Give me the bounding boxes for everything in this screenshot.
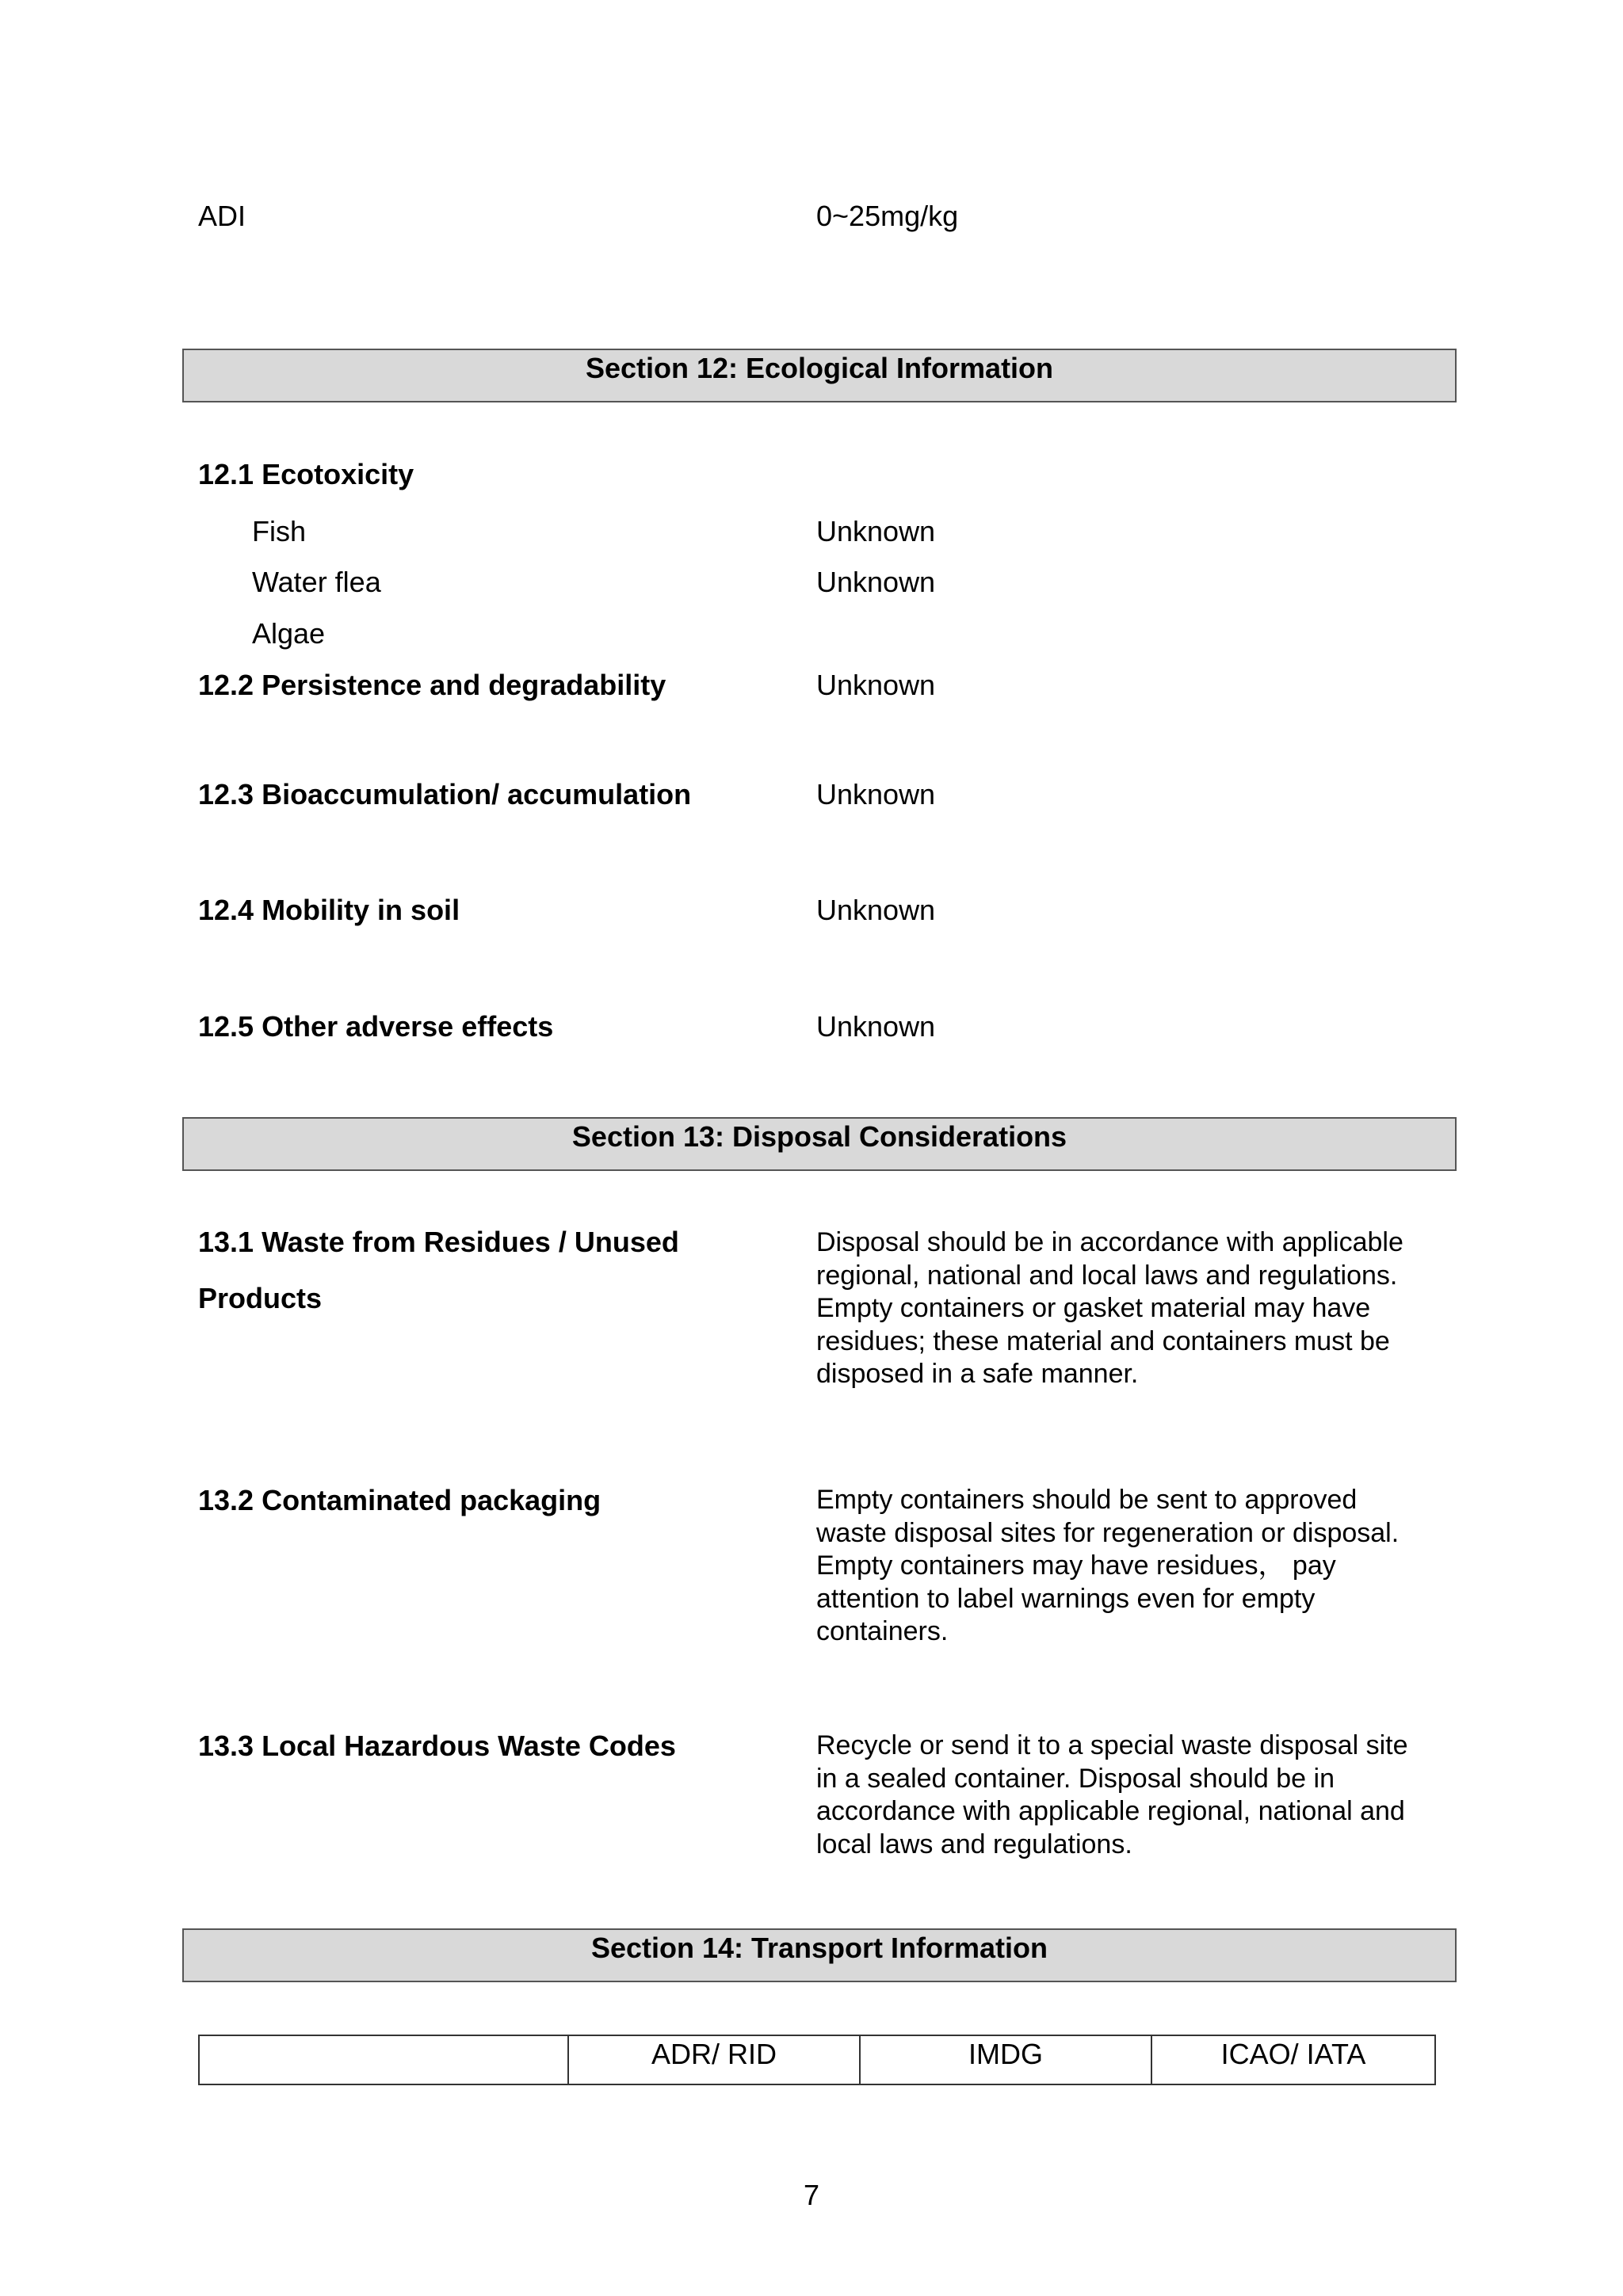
ecotoxicity-heading: 12.1 Ecotoxicity [198,458,414,490]
hazardous-codes-heading: 13.3 Local Hazardous Waste Codes [198,1730,676,1762]
waste-heading-line2: Products [198,1282,323,1314]
adi-label: ADI [198,200,246,232]
section-12-header [182,349,1457,402]
transport-table [198,2035,1436,2085]
bioaccumulation-value: Unknown [816,778,936,810]
transport-header-imdg: IMDG [860,2035,1151,2084]
waste-text: Disposal should be in accordance with applicable regional, national and local laws and regulations. Empty containers or gasket material may have residues; these material and containers must be disposed in a safe manner. [816,1227,1403,1389]
packaging-heading: 13.2 Contaminated packaging [198,1484,601,1516]
packaging-text: Empty containers should be sent to approved waste disposal sites for regeneration or disposal. Empty containers may have residues， pay attention to label warnings even for empty containers. [816,1485,1400,1646]
persistence-value: Unknown [816,669,936,701]
fish-label: Fish [252,515,307,547]
algae-label: Algae [252,617,326,650]
transport-header-blank [199,2035,568,2084]
hazardous-codes-text: Recycle or send it to a special waste disposal site in a sealed container. Disposal should be in accordance with applicable regional, national and local laws and regulations. [816,1730,1408,1859]
transport-header-icao-iata: ICAO/ IATA [1151,2035,1435,2084]
waste-heading-line1: 13.1 Waste from Residues / Unused [198,1226,679,1258]
page-number: 7 [803,2179,820,2211]
mobility-value: Unknown [816,894,936,926]
bioaccumulation-heading: 12.3 Bioaccumulation/ accumulation [198,778,692,810]
table-row [199,2035,1435,2084]
other-effects-heading: 12.5 Other adverse effects [198,1010,554,1043]
adi-value: 0~25mg/kg [816,200,959,232]
section-14-header [182,1928,1457,1982]
section-14-title: Section 14: Transport Information [590,1932,1048,1964]
persistence-heading: 12.2 Persistence and degradability [198,669,666,701]
transport-header-adr-rid: ADR/ RID [568,2035,860,2084]
fish-value: Unknown [816,515,936,547]
section-13-title: Section 13: Disposal Considerations [571,1120,1067,1153]
section-13-header [182,1117,1457,1171]
other-effects-value: Unknown [816,1010,936,1043]
mobility-heading: 12.4 Mobility in soil [198,894,460,926]
water-flea-value: Unknown [816,566,936,598]
section-12-title: Section 12: Ecological Information [585,352,1054,384]
water-flea-label: Water flea [252,566,381,598]
